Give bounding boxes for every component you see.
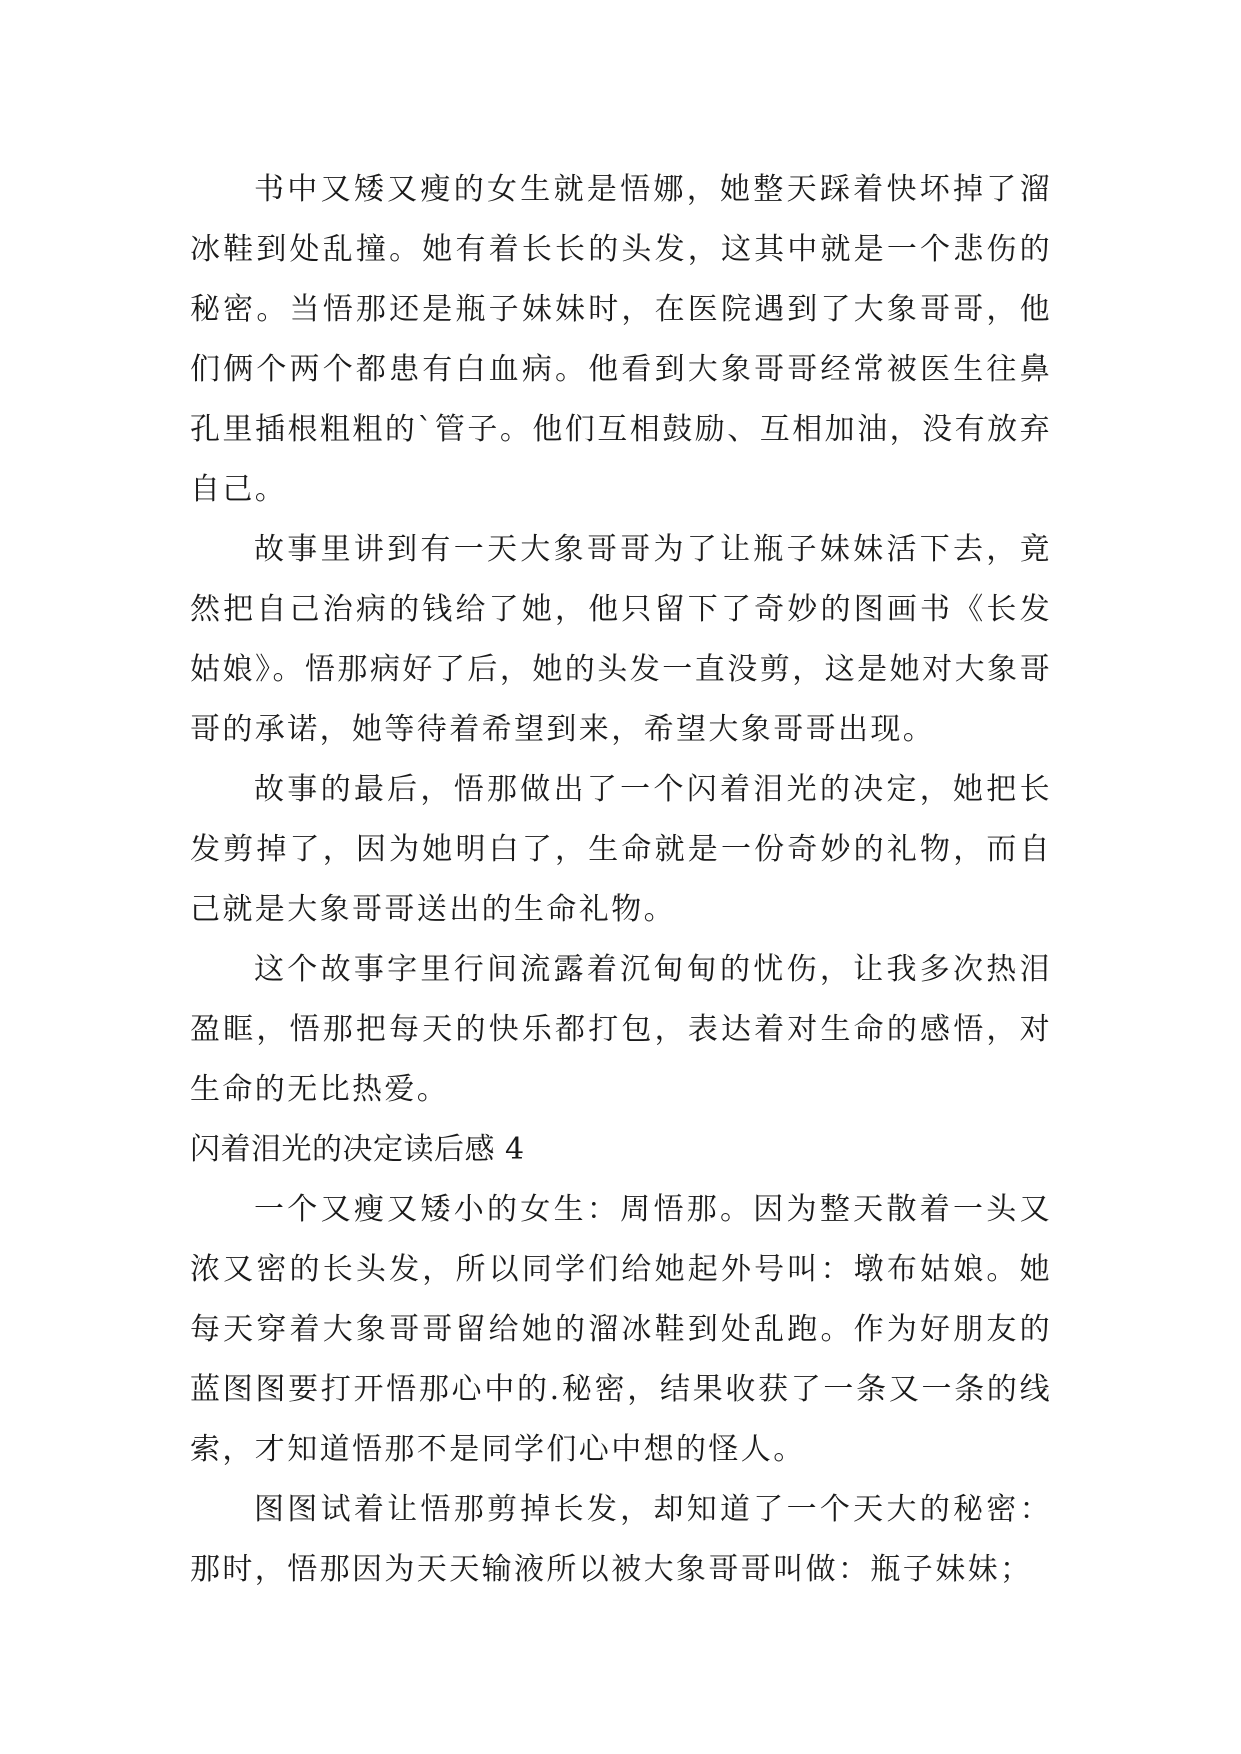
paragraph-6: 图图试着让悟那剪掉长发，却知道了一个天大的秘密：那时，悟那因为天天输液所以被大象哥哥叫做：瓶子妹妹； xyxy=(190,1492,1052,1587)
paragraph-4: 这个故事字里行间流露着沉甸甸的忧伤，让我多次热泪盈眶，悟那把每天的快乐都打包，表达着对生命的感悟，对生命的无比热爱。 xyxy=(190,952,1052,1107)
document-body xyxy=(190,160,1052,1600)
section-title: 闪着泪光的决定读后感 4 xyxy=(190,1132,525,1167)
paragraph-5: 一个又瘦又矮小的女生：周悟那。因为整天散着一头又浓又密的长头发，所以同学们给她起外号叫：墩布姑娘。她每天穿着大象哥哥留给她的溜冰鞋到处乱跑。作为好朋友的蓝图图要打开悟那心中的.秘密，结果收获了一条又一条的线索，才知道悟那不是同学们心中想的怪人。 xyxy=(190,1192,1052,1467)
paragraph-1: 书中又矮又瘦的女生就是悟娜，她整天踩着快坏掉了溜冰鞋到处乱撞。她有着长长的头发，这其中就是一个悲伤的秘密。当悟那还是瓶子妹妹时，在医院遇到了大象哥哥，他们俩个两个都患有白血病。他看到大象哥哥经常被医生往鼻孔里插根粗粗的`管子。他们互相鼓励、互相加油，没有放弃自己。 xyxy=(190,172,1052,507)
paragraph-3: 故事的最后，悟那做出了一个闪着泪光的决定，她把长发剪掉了，因为她明白了，生命就是一份奇妙的礼物，而自己就是大象哥哥送出的生命礼物。 xyxy=(190,772,1052,927)
paragraph-2: 故事里讲到有一天大象哥哥为了让瓶子妹妹活下去，竟然把自己治病的钱给了她，他只留下了奇妙的图画书《长发姑娘》。悟那病好了后，她的头发一直没剪，这是她对大象哥哥的承诺，她等待着希望到来，希望大象哥哥出现。 xyxy=(190,532,1052,747)
